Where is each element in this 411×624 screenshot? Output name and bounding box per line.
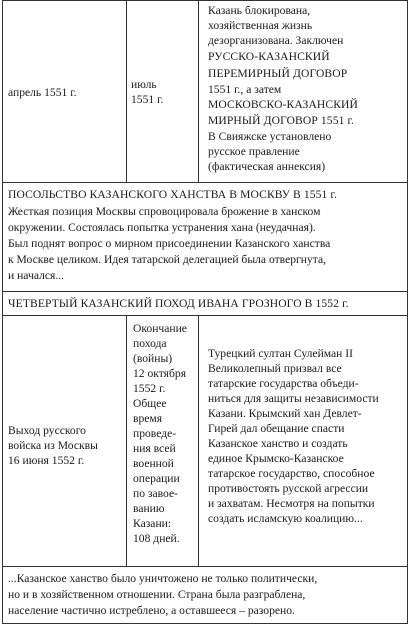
text-line: В Свияжске установлено [208,130,332,143]
text-line: МИРНЫЙ ДОГОВОР 1551 г. [208,114,355,127]
text-line: операции [133,472,180,485]
text-line: РУССКО-КАЗАНСКИЙ [208,50,330,63]
text-line: русское правление [208,145,300,158]
column-divider [198,315,199,566]
row-divider [2,291,408,292]
text-line: Выход русского [8,424,86,437]
text-line: к Москве целиком. Идея татарской делегацией была отвергнута, [8,253,327,266]
text-line: 1552 г. [133,382,166,395]
date-april-1551: апрель 1551 г. [8,86,77,99]
text-line: 1551 г., а затем [208,83,282,96]
text-line: Казань блокирована, [208,4,311,17]
text-line: Казанское ханство и создать [208,437,348,450]
text-line: ниться для защиты независимости [208,392,379,405]
text-line: по завое- [133,487,178,500]
text-line: ПЕРЕМИРНЫЙ ДОГОВОР [208,67,348,80]
text-line: противостоять русской агрессии [208,482,369,495]
text-line: ванию [133,502,165,515]
text-line: 108 дней. [133,532,180,545]
text-line: но и в хозяйственном отношении. Страна была разграблена, [8,588,306,601]
text-line: (войны) [133,352,173,365]
date-july-line2: 1551 г. [131,93,164,106]
row-divider [2,182,408,183]
text-line: создать исламскую коалицию... [208,512,363,525]
text-line: Был поднят вопрос о мирном присоединении Казанского ханства [8,237,331,250]
text-line: дезорганизована. Заключен [208,34,344,47]
text-line: Казани: [133,517,172,530]
section-heading-campaign: ЧЕТВЕРТЫЙ КАЗАНСКИЙ ПОХОД ИВАНА ГРОЗНОГО В 1552 г. [8,297,349,310]
column-divider [126,0,127,182]
text-line: похода [133,337,167,350]
text-line: ...Казанское ханство было уничтожено не только политически, [8,572,318,585]
text-line: татарские государства объеди- [208,377,359,390]
text-line: Жесткая позиция Москвы спровоцировала брожение в ханском [8,205,321,218]
text-line: 12 октября [133,367,187,380]
text-line: Окончание [133,322,187,335]
text-line: военной [133,457,174,470]
text-line: население частично истреблено, а оставшееся – разорено. [8,604,295,617]
column-divider [126,315,127,566]
text-line: Великолепный призвал все [208,362,342,375]
row-divider [2,566,408,567]
text-line: войска из Москвы [8,439,98,452]
section-heading-embassy: ПОСОЛЬСТВО КАЗАНСКОГО ХАНСТВА В МОСКВУ В 1551 г. [8,188,337,201]
text-line: и захватам. Несмотря на попытки [208,497,375,510]
text-line: проведе- [133,427,177,440]
text-line: единое Крымско-Казанское [208,452,344,465]
text-line: (фактическая аннексия) [208,160,326,173]
date-july-line1: июль [131,78,157,91]
text-line: время [133,412,163,425]
column-divider [198,0,199,182]
text-line: Гирей дал обещание спасти [208,422,345,435]
text-line: хозяйственная жизнь [208,19,313,32]
text-line: и начался... [8,269,65,282]
text-line: окружении. Состоялась попытка устранения хана (неудачная). [8,221,316,234]
text-line: Общее [133,397,167,410]
row-divider [2,315,408,316]
text-line: 16 июня 1552 г. [8,454,85,467]
text-line: Казани. Крымский хан Девлет- [208,407,362,420]
text-line: татарское государство, способное [208,467,375,480]
text-line: ния всей [133,442,176,455]
text-line: МОСКОВСКО-КАЗАНСКИЙ [208,98,358,111]
text-line: Турецкий султан Сулейман II [208,347,354,360]
